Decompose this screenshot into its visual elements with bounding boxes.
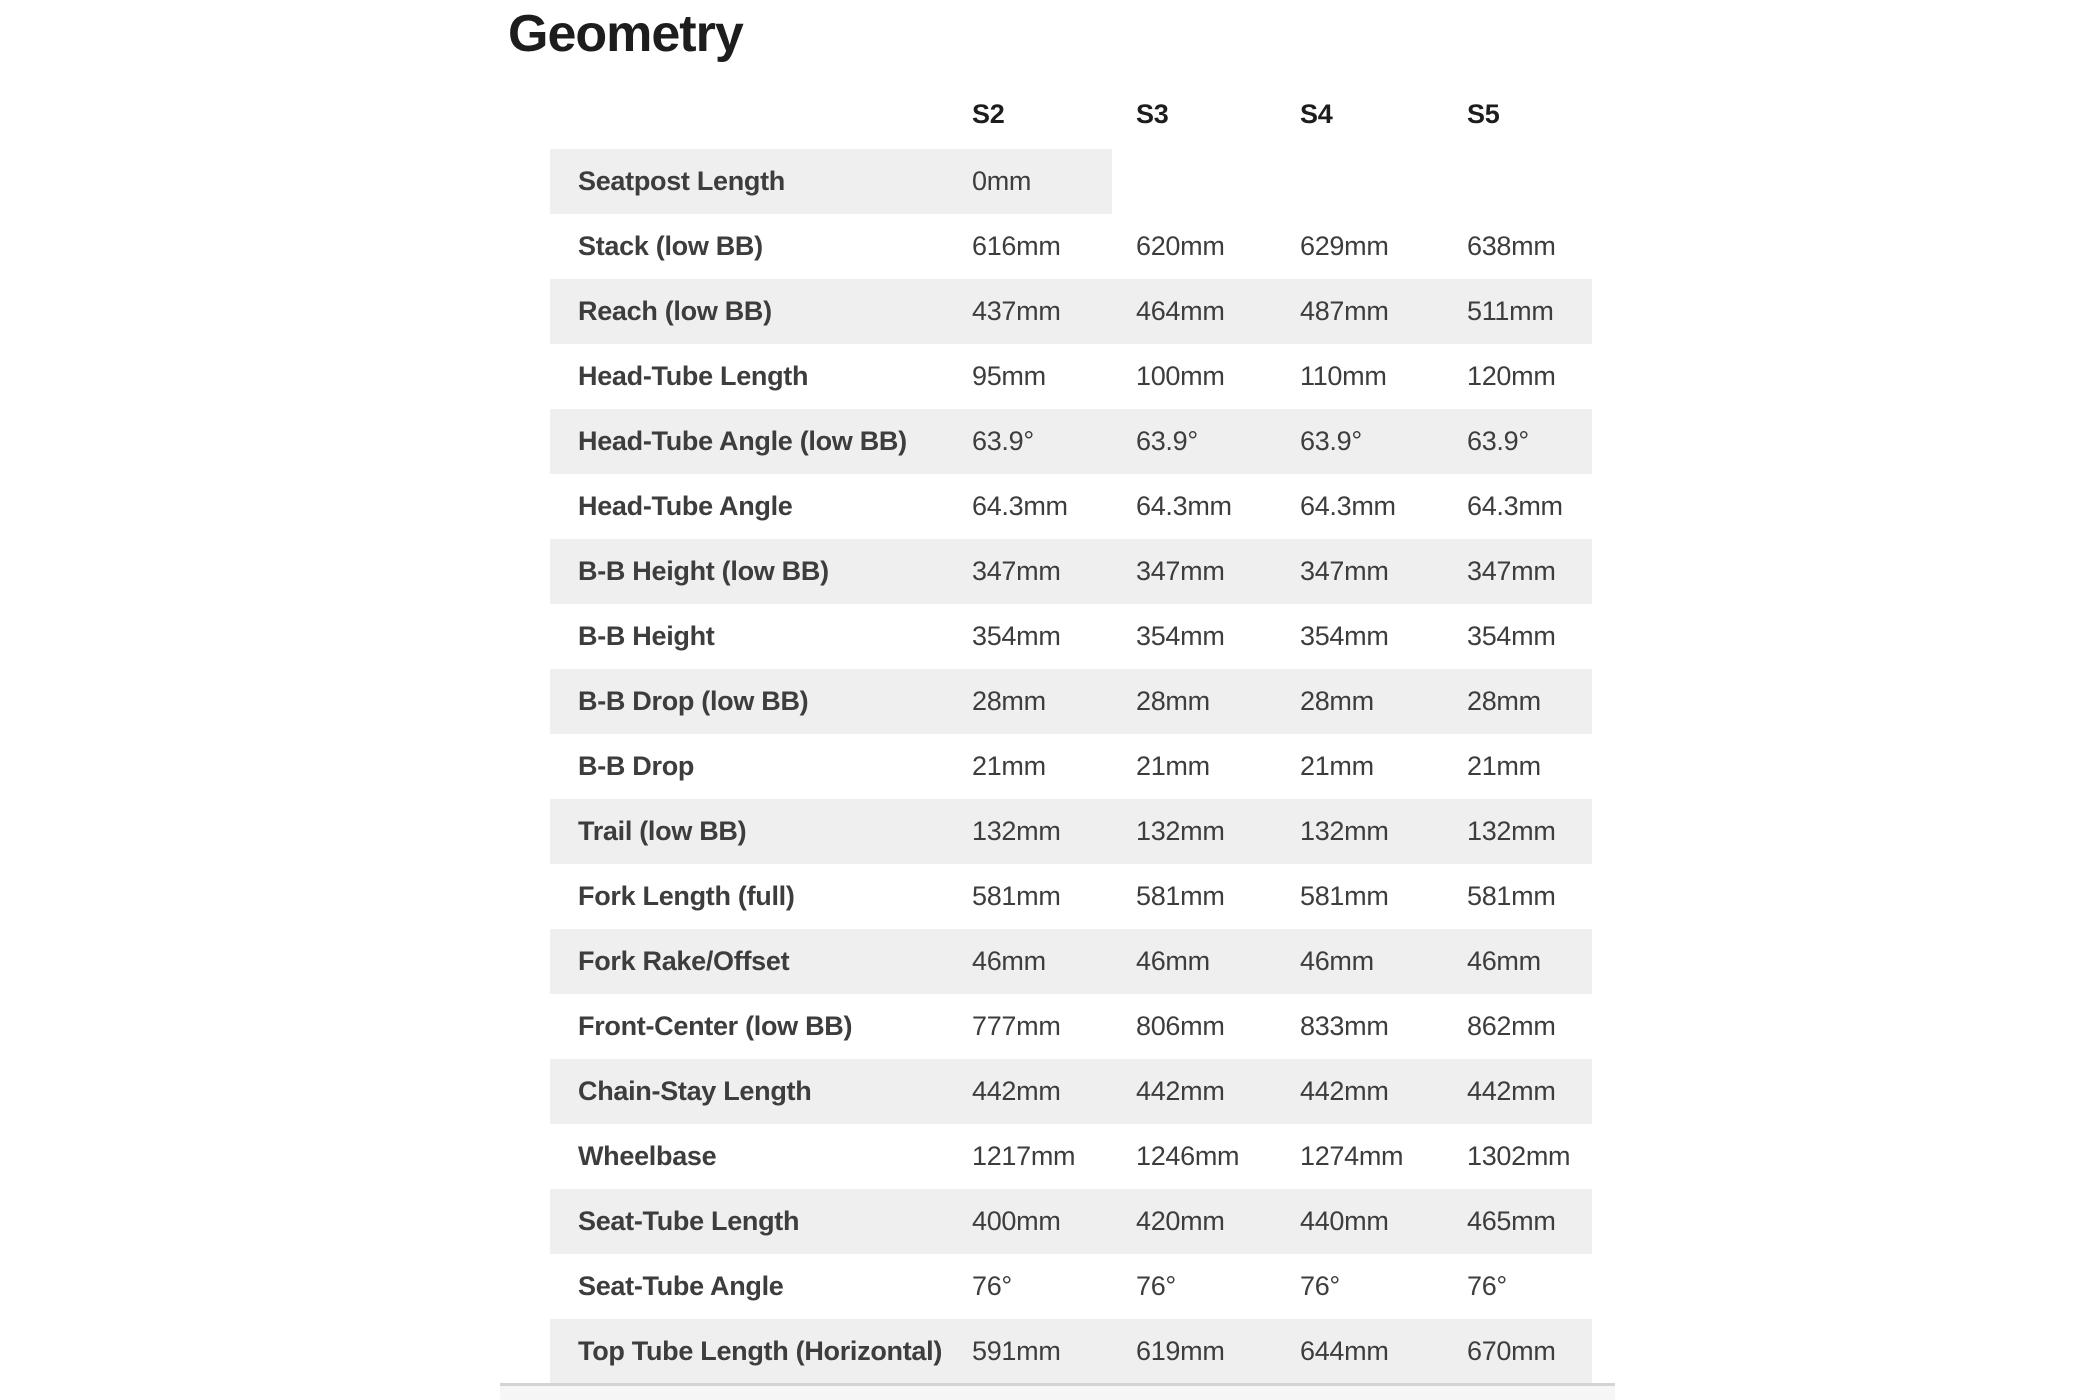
cell-value: 21mm	[1136, 751, 1210, 781]
cell-value: 442mm	[1300, 1076, 1389, 1106]
row-label: B-B Height (low BB)	[578, 556, 829, 586]
cell-value: 28mm	[1467, 686, 1541, 716]
cell-value: 76°	[1300, 1271, 1340, 1301]
cell-value: 28mm	[1136, 686, 1210, 716]
cell-value: 619mm	[1136, 1336, 1225, 1366]
row-label: Reach (low BB)	[578, 296, 772, 326]
column-header-s2: S2	[972, 99, 1005, 129]
column-header-s5: S5	[1467, 99, 1500, 129]
row-label: Wheelbase	[578, 1141, 717, 1171]
table-row	[550, 539, 1592, 604]
cell-value: 465mm	[1467, 1206, 1556, 1236]
row-label: B-B Drop (low BB)	[578, 686, 809, 716]
cell-value: 616mm	[972, 231, 1061, 261]
table-row	[550, 149, 1592, 214]
row-label: B-B Drop	[578, 751, 695, 781]
cell-value: 644mm	[1300, 1336, 1389, 1366]
row-label: Fork Length (full)	[578, 881, 795, 911]
cell-value: 777mm	[972, 1011, 1061, 1041]
cell-value: 511mm	[1467, 296, 1554, 326]
cell-value: 100mm	[1136, 361, 1225, 391]
cell-value: 64.3mm	[1467, 491, 1563, 521]
table-row	[550, 734, 1592, 799]
row-label: Head-Tube Angle (low BB)	[578, 426, 907, 456]
cell-value: 581mm	[1136, 881, 1225, 911]
row-label: Head-Tube Length	[578, 361, 809, 391]
cell-value: 132mm	[1300, 816, 1389, 846]
cell-value: 46mm	[1136, 946, 1210, 976]
cell-value: 46mm	[1467, 946, 1541, 976]
cell-value: 581mm	[972, 881, 1061, 911]
table-row	[550, 344, 1592, 409]
cell-value: 110mm	[1300, 361, 1387, 391]
cell-value: 833mm	[1300, 1011, 1389, 1041]
cell-value: 64.3mm	[1136, 491, 1232, 521]
table-row	[550, 1189, 1592, 1254]
cell-value: 464mm	[1136, 296, 1225, 326]
cell-value: 64.3mm	[972, 491, 1068, 521]
cell-value: 354mm	[972, 621, 1061, 651]
cell-value: 670mm	[1467, 1336, 1556, 1366]
cell-value: 76°	[1467, 1271, 1507, 1301]
table-row	[550, 1124, 1592, 1189]
row-label: Chain-Stay Length	[578, 1076, 812, 1106]
cell-value: 862mm	[1467, 1011, 1556, 1041]
cell-value: 46mm	[1300, 946, 1374, 976]
cell-value: 620mm	[1136, 231, 1225, 261]
table-body	[550, 149, 1592, 1384]
geometry-table	[550, 90, 1592, 1384]
cell-value: 46mm	[972, 946, 1046, 976]
cell-value: 1274mm	[1300, 1141, 1404, 1171]
table-row	[550, 1254, 1592, 1319]
cell-value: 0mm	[972, 166, 1032, 196]
table-row	[550, 994, 1592, 1059]
cell-value: 132mm	[1136, 816, 1225, 846]
row-label: Seat-Tube Length	[578, 1206, 800, 1236]
cell-value: 347mm	[1136, 556, 1225, 586]
page-title: Geometry	[508, 5, 743, 63]
row-label: Top Tube Length (Horizontal)	[578, 1336, 943, 1366]
cell-value: 132mm	[1467, 816, 1556, 846]
cell-value: 354mm	[1300, 621, 1389, 651]
cell-value: 581mm	[1300, 881, 1389, 911]
cell-value: 354mm	[1136, 621, 1225, 651]
row-label: Seat-Tube Angle	[578, 1271, 784, 1301]
table-header-row	[550, 90, 1592, 149]
cell-value: 487mm	[1300, 296, 1389, 326]
cell-value: 347mm	[1467, 556, 1556, 586]
table-row	[550, 409, 1592, 474]
cell-value: 442mm	[1467, 1076, 1556, 1106]
table-row	[550, 604, 1592, 669]
cell-value: 638mm	[1467, 231, 1556, 261]
cell-value: 1302mm	[1467, 1141, 1571, 1171]
cell-value: 76°	[1136, 1271, 1176, 1301]
cell-value: 347mm	[1300, 556, 1389, 586]
cell-value: 64.3mm	[1300, 491, 1396, 521]
cell-value: 63.9°	[1467, 426, 1529, 456]
row-label: B-B Height	[578, 621, 715, 651]
cell-value: 28mm	[972, 686, 1046, 716]
column-header-s3: S3	[1136, 99, 1169, 129]
table-row	[550, 929, 1592, 994]
cell-value: 437mm	[972, 296, 1061, 326]
cell-value: 442mm	[972, 1076, 1061, 1106]
cell-value: 629mm	[1300, 231, 1389, 261]
cell-value: 21mm	[972, 751, 1046, 781]
cell-value: 76°	[972, 1271, 1012, 1301]
cell-value: 347mm	[972, 556, 1061, 586]
next-section-top-edge	[500, 1383, 1615, 1400]
table-row	[550, 1319, 1592, 1384]
row-label: Stack (low BB)	[578, 231, 763, 261]
table-row	[550, 864, 1592, 929]
table-row	[550, 474, 1592, 539]
row-label: Seatpost Length	[578, 166, 786, 196]
cell-value: 354mm	[1467, 621, 1556, 651]
row-label: Front-Center (low BB)	[578, 1011, 853, 1041]
cell-value: 581mm	[1467, 881, 1556, 911]
table-row	[550, 799, 1592, 864]
cell-value: 21mm	[1467, 751, 1541, 781]
cell-value: 28mm	[1300, 686, 1374, 716]
cell-value: 1246mm	[1136, 1141, 1240, 1171]
column-header-s4: S4	[1300, 99, 1333, 129]
cell-value: 63.9°	[1300, 426, 1362, 456]
row-label: Fork Rake/Offset	[578, 946, 790, 976]
cell-value: 63.9°	[1136, 426, 1198, 456]
cell-value: 132mm	[972, 816, 1061, 846]
cell-value: 591mm	[972, 1336, 1061, 1366]
cell-value: 440mm	[1300, 1206, 1389, 1236]
cell-value: 400mm	[972, 1206, 1061, 1236]
cell-value: 1217mm	[972, 1141, 1076, 1171]
cell-value: 442mm	[1136, 1076, 1225, 1106]
cell-value: 95mm	[972, 361, 1046, 391]
row-label: Trail (low BB)	[578, 816, 747, 846]
row-label: Head-Tube Angle	[578, 491, 793, 521]
table-row	[550, 669, 1592, 734]
table-row	[550, 214, 1592, 279]
cell-value: 21mm	[1300, 751, 1374, 781]
cell-value: 63.9°	[972, 426, 1034, 456]
cell-value: 120mm	[1467, 361, 1556, 391]
table-row	[550, 279, 1592, 344]
cell-value: 420mm	[1136, 1206, 1225, 1236]
cell-value: 806mm	[1136, 1011, 1225, 1041]
table-row	[550, 1059, 1592, 1124]
